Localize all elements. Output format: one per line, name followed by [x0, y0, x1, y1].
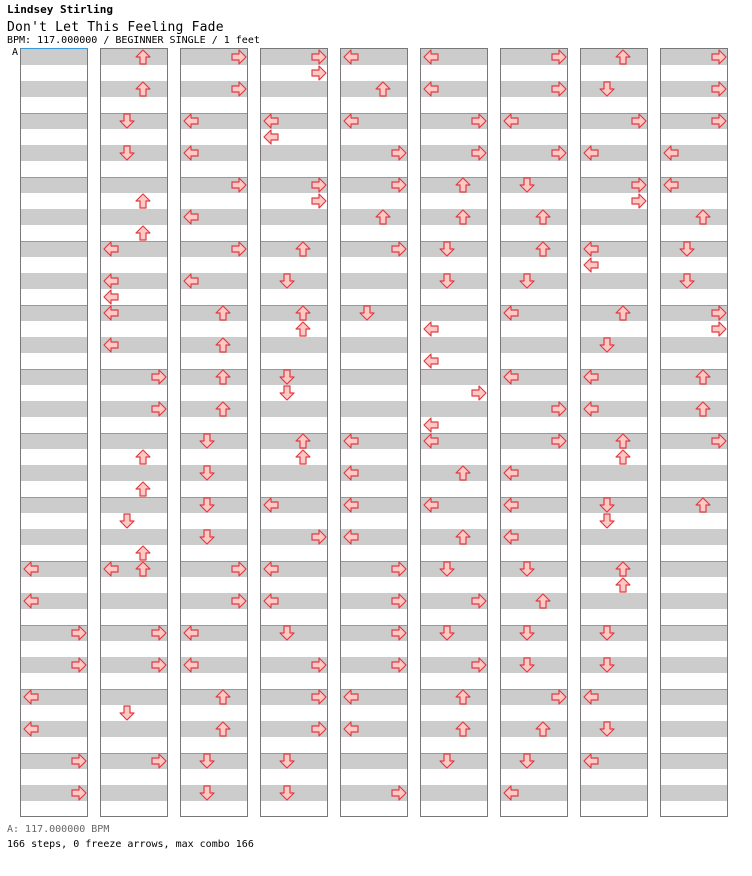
arrow-left-icon — [423, 353, 439, 369]
measure-line — [101, 433, 167, 434]
arrow-down-icon — [119, 113, 135, 129]
arrow-left-icon — [503, 305, 519, 321]
arrow-left-icon — [343, 689, 359, 705]
chart-info: BPM: 117.000000 / BEGINNER SINGLE / 1 feet — [7, 35, 260, 46]
arrow-right-icon — [551, 81, 567, 97]
arrow-left-icon — [103, 337, 119, 353]
arrow-right-icon — [151, 369, 167, 385]
arrow-right-icon — [71, 753, 87, 769]
arrow-up-icon — [375, 81, 391, 97]
measure-line — [21, 369, 87, 370]
arrow-left-icon — [103, 305, 119, 321]
arrow-left-icon — [583, 401, 599, 417]
arrow-right-icon — [231, 241, 247, 257]
arrow-left-icon — [583, 241, 599, 257]
arrow-up-icon — [695, 369, 711, 385]
measure-line — [261, 433, 327, 434]
arrow-left-icon — [503, 113, 519, 129]
arrow-left-icon — [103, 273, 119, 289]
measure-line — [21, 177, 87, 178]
arrow-down-icon — [279, 753, 295, 769]
arrow-up-icon — [615, 433, 631, 449]
arrow-up-icon — [535, 209, 551, 225]
arrow-down-icon — [279, 273, 295, 289]
measure-line — [101, 177, 167, 178]
arrow-down-icon — [599, 337, 615, 353]
arrow-right-icon — [231, 81, 247, 97]
arrow-left-icon — [583, 145, 599, 161]
arrow-down-icon — [119, 145, 135, 161]
arrow-right-icon — [711, 305, 727, 321]
arrow-left-icon — [583, 689, 599, 705]
arrow-right-icon — [471, 593, 487, 609]
arrow-down-icon — [279, 785, 295, 801]
arrow-up-icon — [615, 305, 631, 321]
measure-line — [101, 689, 167, 690]
arrow-right-icon — [631, 193, 647, 209]
arrow-left-icon — [583, 369, 599, 385]
measure-line — [661, 689, 727, 690]
arrow-left-icon — [503, 785, 519, 801]
measure-line — [21, 305, 87, 306]
arrow-left-icon — [343, 113, 359, 129]
measure-line — [421, 369, 487, 370]
arrow-right-icon — [391, 177, 407, 193]
arrow-up-icon — [455, 177, 471, 193]
arrow-down-icon — [439, 241, 455, 257]
arrow-up-icon — [615, 561, 631, 577]
arrow-down-icon — [199, 433, 215, 449]
arrow-left-icon — [663, 145, 679, 161]
arrow-right-icon — [471, 385, 487, 401]
arrow-right-icon — [471, 657, 487, 673]
arrow-down-icon — [279, 385, 295, 401]
arrow-left-icon — [423, 497, 439, 513]
arrow-down-icon — [119, 705, 135, 721]
measure-line — [261, 305, 327, 306]
arrow-left-icon — [103, 561, 119, 577]
arrow-right-icon — [551, 689, 567, 705]
arrow-up-icon — [215, 401, 231, 417]
arrow-left-icon — [23, 689, 39, 705]
arrow-down-icon — [519, 561, 535, 577]
arrow-right-icon — [391, 625, 407, 641]
arrow-up-icon — [615, 449, 631, 465]
arrow-up-icon — [215, 369, 231, 385]
arrow-down-icon — [599, 497, 615, 513]
arrow-right-icon — [391, 145, 407, 161]
measure-line — [501, 241, 567, 242]
measure-line — [181, 305, 247, 306]
arrow-left-icon — [503, 529, 519, 545]
arrow-left-icon — [423, 417, 439, 433]
measure-line — [581, 433, 647, 434]
arrow-up-icon — [135, 561, 151, 577]
arrow-up-icon — [135, 545, 151, 561]
arrow-left-icon — [343, 721, 359, 737]
arrow-right-icon — [71, 785, 87, 801]
arrow-right-icon — [231, 177, 247, 193]
arrow-right-icon — [551, 433, 567, 449]
arrow-left-icon — [103, 241, 119, 257]
arrow-up-icon — [695, 401, 711, 417]
arrow-down-icon — [439, 625, 455, 641]
measure-line — [101, 497, 167, 498]
bpm-change-line — [21, 48, 88, 49]
arrow-down-icon — [199, 497, 215, 513]
arrow-up-icon — [615, 49, 631, 65]
measure-line — [341, 369, 407, 370]
arrow-left-icon — [263, 561, 279, 577]
arrow-right-icon — [711, 49, 727, 65]
arrow-left-icon — [343, 433, 359, 449]
arrow-down-icon — [279, 369, 295, 385]
measure-line — [181, 369, 247, 370]
measure-line — [21, 433, 87, 434]
arrow-right-icon — [711, 433, 727, 449]
arrow-up-icon — [135, 49, 151, 65]
arrow-right-icon — [311, 65, 327, 81]
arrow-up-icon — [455, 689, 471, 705]
measure-line — [341, 753, 407, 754]
arrow-right-icon — [311, 49, 327, 65]
arrow-down-icon — [519, 657, 535, 673]
arrow-left-icon — [183, 209, 199, 225]
arrow-right-icon — [711, 113, 727, 129]
arrow-up-icon — [295, 305, 311, 321]
measure-line — [661, 369, 727, 370]
arrow-down-icon — [199, 753, 215, 769]
arrow-right-icon — [391, 561, 407, 577]
arrow-right-icon — [391, 241, 407, 257]
arrow-left-icon — [23, 593, 39, 609]
arrow-right-icon — [71, 625, 87, 641]
arrow-right-icon — [631, 113, 647, 129]
measure-line — [661, 753, 727, 754]
measure-line — [21, 113, 87, 114]
arrow-left-icon — [423, 433, 439, 449]
arrow-down-icon — [599, 81, 615, 97]
arrow-left-icon — [183, 145, 199, 161]
arrow-up-icon — [535, 721, 551, 737]
arrow-left-icon — [423, 321, 439, 337]
measure-line — [661, 497, 727, 498]
arrow-left-icon — [23, 561, 39, 577]
artist-name: Lindsey Stirling — [7, 3, 113, 16]
arrow-up-icon — [295, 241, 311, 257]
arrow-up-icon — [455, 721, 471, 737]
arrow-left-icon — [503, 497, 519, 513]
arrow-down-icon — [119, 513, 135, 529]
arrow-left-icon — [263, 593, 279, 609]
arrow-up-icon — [695, 209, 711, 225]
arrow-right-icon — [311, 689, 327, 705]
arrow-right-icon — [311, 193, 327, 209]
arrow-down-icon — [199, 785, 215, 801]
arrow-down-icon — [439, 753, 455, 769]
measure-line — [261, 241, 327, 242]
arrow-left-icon — [263, 113, 279, 129]
arrow-right-icon — [711, 321, 727, 337]
arrow-left-icon — [583, 753, 599, 769]
arrow-right-icon — [311, 657, 327, 673]
arrow-left-icon — [183, 625, 199, 641]
measure-line — [581, 561, 647, 562]
arrow-down-icon — [599, 721, 615, 737]
arrow-right-icon — [711, 81, 727, 97]
song-title: Don't Let This Feeling Fade — [7, 20, 224, 35]
arrow-up-icon — [455, 209, 471, 225]
arrow-right-icon — [311, 529, 327, 545]
measure-line — [661, 561, 727, 562]
arrow-left-icon — [183, 113, 199, 129]
measure-line — [661, 625, 727, 626]
step-stats: 166 steps, 0 freeze arrows, max combo 166 — [7, 839, 254, 850]
arrow-right-icon — [71, 657, 87, 673]
arrow-down-icon — [199, 465, 215, 481]
arrow-left-icon — [503, 369, 519, 385]
arrow-down-icon — [519, 753, 535, 769]
measure-line — [21, 241, 87, 242]
arrow-down-icon — [439, 561, 455, 577]
arrow-right-icon — [151, 753, 167, 769]
arrow-left-icon — [183, 273, 199, 289]
arrow-left-icon — [343, 529, 359, 545]
arrow-up-icon — [535, 241, 551, 257]
arrow-down-icon — [679, 241, 695, 257]
chart-column — [100, 48, 168, 817]
arrow-left-icon — [343, 497, 359, 513]
arrow-up-icon — [535, 593, 551, 609]
measure-line — [421, 177, 487, 178]
arrow-right-icon — [231, 593, 247, 609]
arrow-up-icon — [215, 337, 231, 353]
bpm-change-marker: A — [12, 47, 19, 58]
arrow-right-icon — [391, 785, 407, 801]
arrow-up-icon — [215, 721, 231, 737]
arrow-down-icon — [199, 529, 215, 545]
arrow-up-icon — [135, 449, 151, 465]
arrow-left-icon — [23, 721, 39, 737]
arrow-down-icon — [279, 625, 295, 641]
arrow-right-icon — [311, 721, 327, 737]
measure-line — [421, 689, 487, 690]
arrow-right-icon — [151, 625, 167, 641]
arrow-up-icon — [135, 225, 151, 241]
measure-line — [421, 305, 487, 306]
measure-line — [181, 689, 247, 690]
arrow-down-icon — [599, 657, 615, 673]
arrow-left-icon — [263, 129, 279, 145]
arrow-up-icon — [135, 193, 151, 209]
arrow-left-icon — [343, 49, 359, 65]
arrow-right-icon — [231, 49, 247, 65]
arrow-down-icon — [519, 177, 535, 193]
arrow-right-icon — [311, 177, 327, 193]
arrow-right-icon — [391, 657, 407, 673]
arrow-left-icon — [583, 257, 599, 273]
arrow-up-icon — [615, 577, 631, 593]
arrow-right-icon — [391, 593, 407, 609]
arrow-up-icon — [455, 465, 471, 481]
arrow-left-icon — [423, 49, 439, 65]
arrow-left-icon — [423, 81, 439, 97]
arrow-right-icon — [551, 401, 567, 417]
arrow-left-icon — [103, 289, 119, 305]
arrow-right-icon — [471, 145, 487, 161]
arrow-down-icon — [519, 273, 535, 289]
bpm-footer: A: 117.000000 BPM — [7, 824, 110, 835]
arrow-right-icon — [631, 177, 647, 193]
arrow-up-icon — [215, 689, 231, 705]
arrow-right-icon — [151, 401, 167, 417]
arrow-down-icon — [439, 273, 455, 289]
arrow-left-icon — [263, 497, 279, 513]
arrow-up-icon — [135, 481, 151, 497]
arrow-up-icon — [695, 497, 711, 513]
arrow-up-icon — [295, 321, 311, 337]
arrow-right-icon — [551, 145, 567, 161]
arrow-up-icon — [295, 449, 311, 465]
arrow-up-icon — [135, 81, 151, 97]
arrow-right-icon — [551, 49, 567, 65]
arrow-right-icon — [231, 561, 247, 577]
arrow-left-icon — [503, 465, 519, 481]
arrow-down-icon — [359, 305, 375, 321]
arrow-up-icon — [455, 529, 471, 545]
arrow-up-icon — [375, 209, 391, 225]
arrow-down-icon — [599, 513, 615, 529]
arrow-left-icon — [663, 177, 679, 193]
arrow-down-icon — [679, 273, 695, 289]
measure-line — [21, 497, 87, 498]
arrow-down-icon — [599, 625, 615, 641]
arrow-up-icon — [215, 305, 231, 321]
arrow-up-icon — [295, 433, 311, 449]
arrow-right-icon — [151, 657, 167, 673]
measure-line — [581, 305, 647, 306]
arrow-left-icon — [183, 657, 199, 673]
arrow-right-icon — [471, 113, 487, 129]
arrow-down-icon — [519, 625, 535, 641]
arrow-left-icon — [343, 465, 359, 481]
